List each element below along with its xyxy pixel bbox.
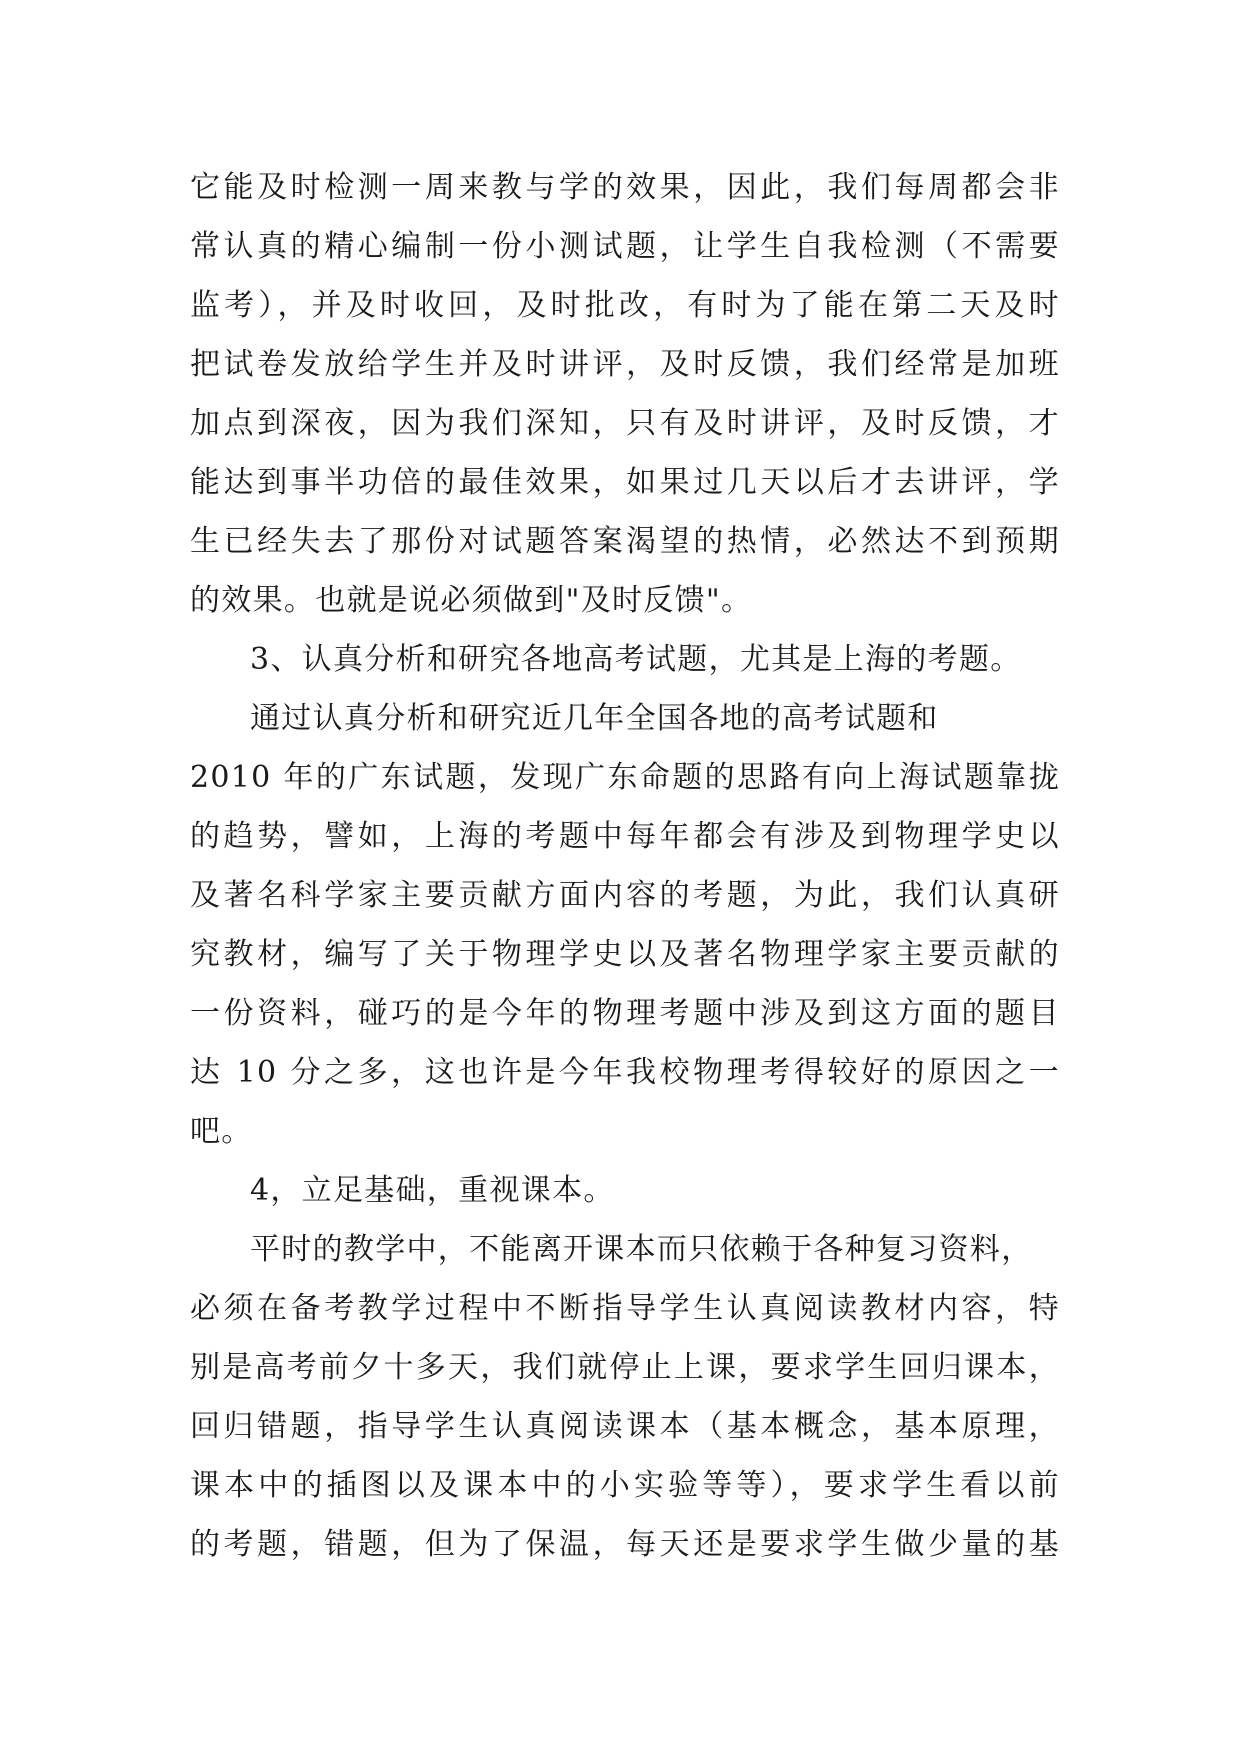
text-line: 吧。 [190,1114,253,1149]
text-line: 把试卷发放给学生并及时讲评，及时反馈，我们经常是加班 [190,347,1060,382]
text-line: 的考题，错题，但为了保温，每天还是要求学生做少量的基 [190,1527,1060,1562]
text-line: 必须在备考教学过程中不断指导学生认真阅读教材内容，特 [190,1291,1060,1326]
section-heading: 4，立足基础，重视课本。 [250,1173,615,1208]
text-line: 2010 年的广东试题，发现广东命题的思路有向上海试题靠拢 [190,760,1060,795]
text-line: 课本中的插图以及课本中的小实验等等），要求学生看以前 [190,1468,1060,1503]
text-line: 的趋势，譬如，上海的考题中每年都会有涉及到物理学史以 [190,819,1060,854]
text-line: 究教材，编写了关于物理学史以及著名物理学家主要贡献的 [190,937,1060,972]
text-line: 监考），并及时收回，及时批改，有时为了能在第二天及时 [190,288,1060,323]
document-body [190,158,1060,1574]
text-line: 一份资料，碰巧的是今年的物理考题中涉及到这方面的题目 [190,996,1060,1031]
text-line: 平时的教学中，不能离开课本而只依赖于各种复习资料， [250,1232,1033,1267]
text-line: 它能及时检测一周来教与学的效果，因此，我们每周都会非 [190,170,1060,205]
text-line: 及著名科学家主要贡献方面内容的考题，为此，我们认真研 [190,878,1060,913]
text-line: 能达到事半功倍的最佳效果，如果过几天以后才去讲评，学 [190,465,1060,500]
text-line: 生已经失去了那份对试题答案渴望的热情，必然达不到预期 [190,524,1060,559]
text-line: 回归错题，指导学生认真阅读课本（基本概念，基本原理， [190,1409,1060,1444]
text-line: 常认真的精心编制一份小测试题，让学生自我检测（不需要 [190,229,1060,264]
text-line: 通过认真分析和研究近几年全国各地的高考试题和 [250,701,939,736]
section-heading: 3、认真分析和研究各地高考试题，尤其是上海的考题。 [250,642,1022,677]
text-line: 达 10 分之多，这也许是今年我校物理考得较好的原因之一 [190,1055,1060,1090]
text-line: 别是高考前夕十多天，我们就停止上课，要求学生回归课本， [190,1350,1060,1385]
text-line: 加点到深夜，因为我们深知，只有及时讲评，及时反馈，才 [190,406,1060,441]
text-line: 的效果。也就是说必须做到"及时反馈"。 [190,583,753,618]
